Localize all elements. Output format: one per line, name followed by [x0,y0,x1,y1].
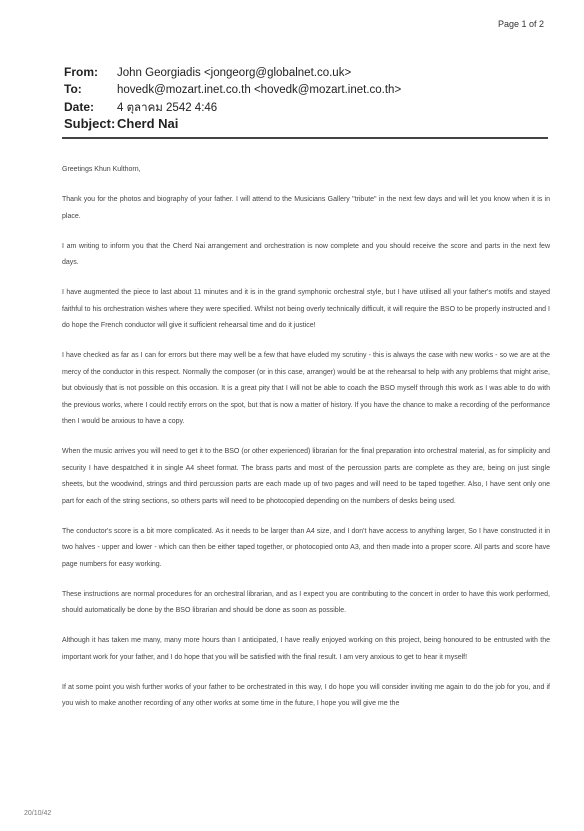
body-paragraph: Thank you for the photos and biography of your father. I will attend to the Musicians Gallery "tribute" in the next few days and will let you know when it is in place. [62,196,550,220]
body-paragraph: I am writing to inform you that the Cherd Nai arrangement and orchestration is now complete and you should receive the score and parts in the next few days. [62,242,550,266]
email-body [62,162,550,726]
from-row [64,65,544,82]
date-label: Date: [64,100,95,114]
subject-row [64,116,544,133]
from-value: John Georgiadis <jongeorg@globalnet.co.uk> [117,67,352,79]
page-number: Page 1 of 2 [497,19,544,29]
to-label: To: [64,82,82,96]
from-label: From: [64,65,98,79]
to-row [64,82,544,99]
email-headers [64,65,544,133]
subject-value: Cherd Nai [117,116,179,131]
greeting: Greetings Khun Kulthorn, [62,166,141,173]
body-paragraph: If at some point you wish further works of your father to be orchestrated in this way, I do hope you will consider inviting me again to do the job for you, and if you wish to make another recording of any other works at some time in the future, I hope you will give me the [62,683,550,707]
header-divider [62,137,548,139]
subject-label: Subject: [64,116,116,131]
body-paragraph: I have checked as far as I can for errors but there may well be a few that have eluded my scrutiny - this is always the case with new works - so we are at the mercy of the conductor in this respect. Normally the composer (or in this case, arranger) would be at the rehearsal to help with any problems that might arise, but obviously that is not possible on this occasion. It is a great pity that I will not be able to coach the BSO myself through this work as I was able to do with the previous works, where I could rectify errors on the spot, but that is now a matter of history. If you have the chance to make a recording of the performance then I would be anxious to have a copy. [62,352,550,425]
date-value: 4 ตุลาคม 2542 4:46 [117,102,218,114]
body-paragraph: I have augmented the piece to last about 11 minutes and it is in the grand symphonic orchestral style, but I have utilised all your father's motifs and stayed faithful to his orchestration wishes where they were specified. Whilst not being overly technically difficult, it will require the BSO to be properly instructed and I do hope the French conductor will give it sufficient rehearsal time and do it justice! [62,289,550,329]
body-paragraph: The conductor's score is a bit more complicated. As it needs to be larger than A4 size, and I don't have access to anything larger, So I have constructed it in two halves - upper and lower - which can then be either taped together, or photocopied onto A3, and then made into a proper score. All parts and score have page numbers for easy working. [62,527,550,568]
footer-stamp: 20/10/42 [24,810,52,817]
body-paragraph: When the music arrives you will need to get it to the BSO (or other experienced) librarian for the final preparation into orchestral material, as for simplicity and security I have despatched it in single A4 sheet format. The brass parts and most of the percussion parts are complete as they are, being on just single sheets, but the woodwind, strings and third percussion parts are each made up of two pages and will need to be taped together. Also, I have sent only one part for each of the string sections, so others parts will need to be photocopied depending on the numbers of desks being used. [62,448,550,505]
to-value: hovedk@mozart.inet.co.th <hovedk@mozart.inet.co.th> [117,84,402,96]
body-paragraph: Although it has taken me many, many more hours than I anticipated, I have really enjoyed working on this project, being honoured to be entrusted with the important work for your father, and I do hope that you will be satisfied with the final result. I am very anxious to get to hear it myself! [62,637,550,661]
body-paragraph: These instructions are normal procedures for an orchestral librarian, and as I expect you are contributing to the concert in order to have this work performed, should automatically be done by the BSO librarian and should be done as soon as possible. [62,590,550,614]
date-row [64,99,544,116]
